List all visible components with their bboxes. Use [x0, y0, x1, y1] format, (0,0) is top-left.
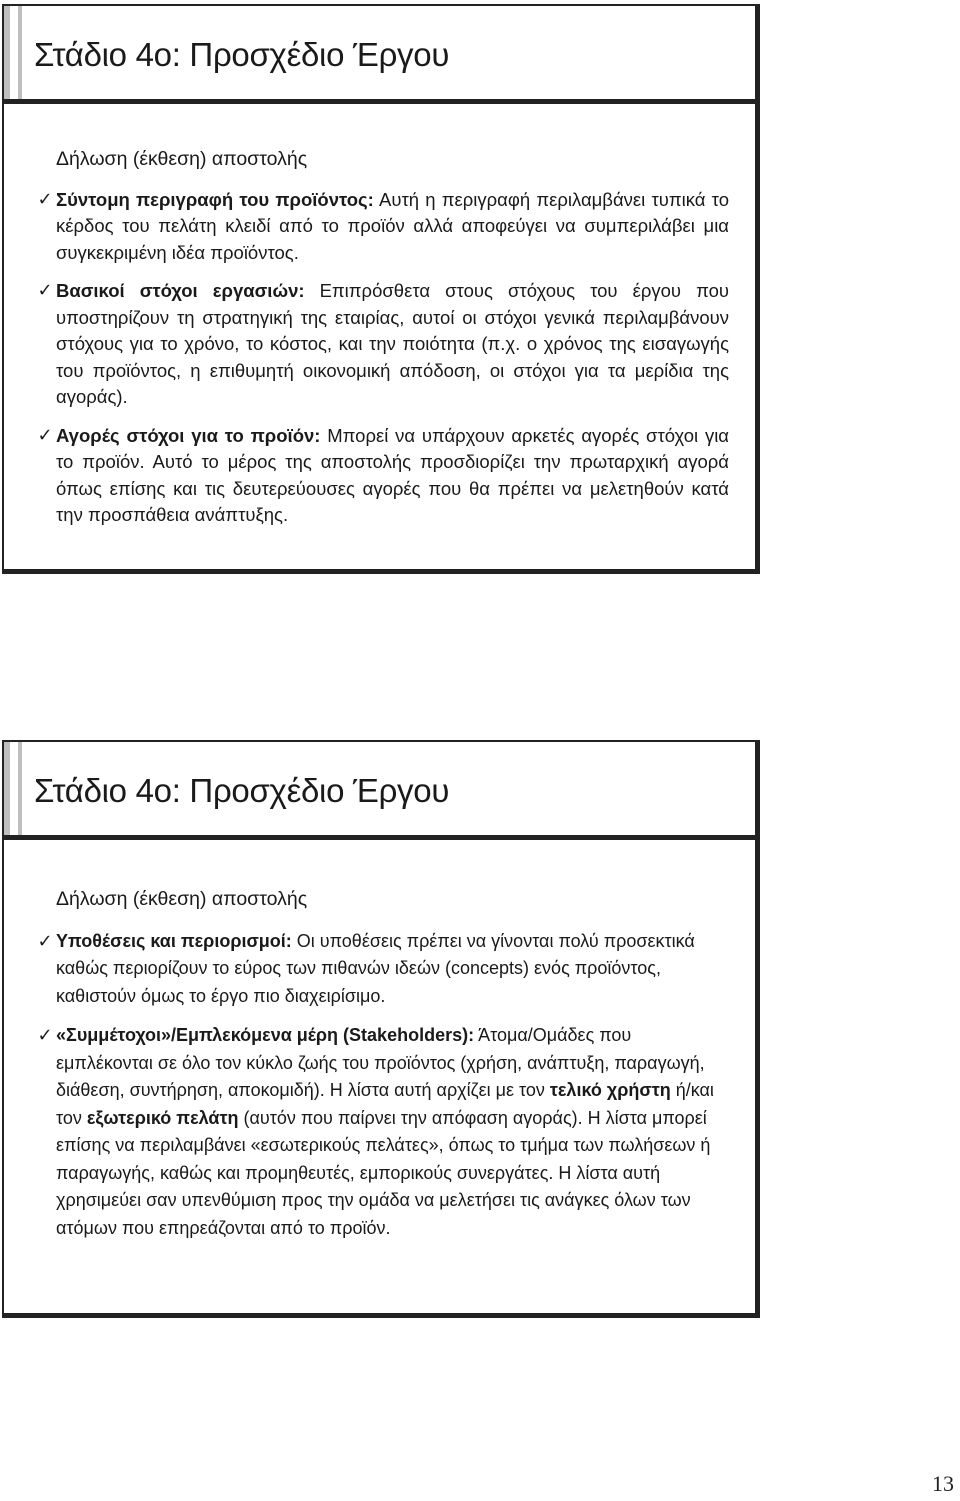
slide-title: Στάδιο 4ο: Προσχέδιο Έργου	[34, 36, 450, 73]
bullet-text: Μπορεί να υπάρχουν αρκετές αγορές στόχοι για το προϊόν. Αυτό το μέρος της αποστολής προσδιορίζει την πρωταρχική αγορά όπως επίσης και τις δευτερεύουσες αγορές που θα πρέπει να μελετηθούν κατά την προσπάθεια ανάπτυξης.	[56, 424, 730, 525]
decorative-bar	[18, 742, 22, 840]
bullet-label: Βασικοί στόχοι εργασιών:	[56, 280, 305, 301]
decorative-bar	[4, 6, 10, 104]
bullet-text: Οι υποθέσεις πρέπει να γίνονται πολύ προσεκτικά καθώς περιορίζουν το εύρος των πιθανών ιδεών (concepts) ενός προϊόντος, καθιστούν όμως το έργο πιο διαχειρίσιμο.	[56, 930, 695, 1006]
bullet-assumptions	[37, 928, 729, 1011]
slide-content	[37, 146, 730, 541]
header-rule	[4, 99, 755, 104]
slide-header	[4, 742, 755, 840]
section-heading: Δήλωση (έκθεση) αποστολής	[56, 888, 308, 910]
decorative-bar	[4, 742, 10, 840]
bullet-label: Σύντομη περιγραφή του προϊόντος:	[56, 188, 374, 210]
checkmark-icon: ✓	[37, 188, 53, 210]
slide-1	[2, 4, 760, 574]
section-heading: Δήλωση (έκθεση) αποστολής	[56, 148, 308, 170]
slide-title: Στάδιο 4ο: Προσχέδιο Έργου	[34, 772, 450, 809]
checkmark-icon: ✓	[37, 930, 53, 952]
bullet-text: Επιπρόσθετα στους στόχους του έργου που υποστηρίζουν τη στρατηγική της εταιρίας, αυτοί οι στόχοι γενικά περιλαμβάνουν στόχους για το χρόνο, το κόστος, και την ποιότητα (π.χ. ο χρόνος της εισαγωγής του προϊόντος, η επιθυμητή οικονομική απόδοση, οι στόχοι για τα μερίδια της αγοράς).	[56, 280, 729, 407]
bullet-text: ή/και τον	[56, 1080, 714, 1128]
bullet-product-description	[37, 187, 729, 267]
header-rule	[4, 835, 755, 840]
decorative-bar	[18, 6, 22, 104]
slide-2	[2, 740, 760, 1318]
bullet-target-markets	[37, 423, 730, 529]
emphasis-end-user: τελικό χρήστη	[549, 1080, 671, 1100]
checkmark-icon: ✓	[37, 424, 53, 446]
page-number: 13	[932, 1471, 954, 1496]
bullet-stakeholders	[37, 1022, 729, 1242]
slide-content	[37, 886, 729, 1254]
bullet-label: Υποθέσεις και περιορισμοί:	[56, 930, 292, 951]
emphasis-external-customer: εξωτερικό πελάτη	[86, 1107, 239, 1128]
bullet-business-goals	[37, 278, 729, 411]
bullet-label: Αγορές στόχοι για το προϊόν:	[56, 424, 321, 446]
bullet-label: «Συμμέτοχοι»/Εμπλεκόμενα μέρη (Stakeholders):	[56, 1025, 475, 1045]
bullet-text: Άτομα/Ομάδες που εμπλέκονται σε όλο τον κύκλο ζωής του προϊόντος (χρήση, ανάπτυξη, παραγωγή, διάθεση, συντήρηση, αποκομιδή). Η λίστα αυτή αρχίζει με τον	[56, 1025, 705, 1100]
bullet-text: Αυτή η περιγραφή περιλαμβάνει τυπικά το κέρδος του πελάτη κλειδί από το προϊόν αλλά αποφεύγει να συμπεριλάβει μια συγκεκριμένη ιδέα προϊόντος.	[56, 188, 729, 263]
bullet-text: (αυτόν που παίρνει την απόφαση αγοράς). Η λίστα μπορεί επίσης να περιλαμβάνει «εσωτερικούς πελάτες», όπως το τμήμα των πωλήσεων ή παραγωγής, καθώς και προμηθευτές, εμπορικούς συνεργάτες. Η λίστα αυτή χρησιμεύει σαν υπενθύμιση προς την ομάδα να μελετήσει τις ανάγκες όλων των ατόμων που επηρεάζονται από το προϊόν.	[56, 1107, 711, 1238]
checkmark-icon: ✓	[37, 1025, 53, 1046]
slide-header	[4, 6, 755, 104]
checkmark-icon: ✓	[37, 280, 53, 301]
